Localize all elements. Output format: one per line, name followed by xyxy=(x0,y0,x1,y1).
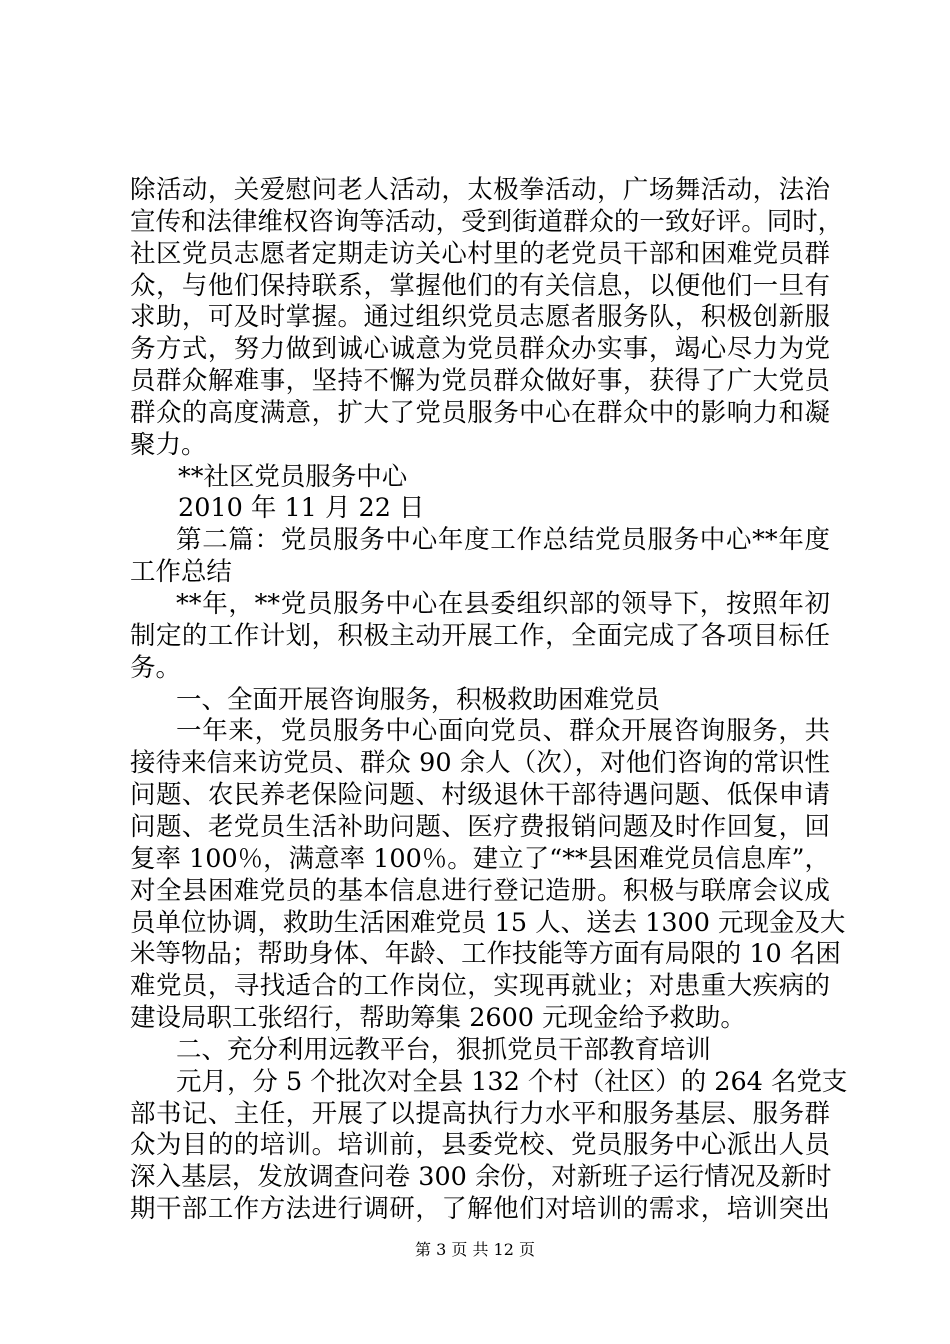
text-line: 复率 100％，满意率 100％。建立了“**县困难党员信息库”， xyxy=(130,843,830,874)
signature-organization: **社区党员服务中心 xyxy=(178,461,408,492)
text-line: 建设局职工张绍行，帮助筹集 2600 元现金给予救助。 xyxy=(130,1003,746,1034)
heading-1: 一、全面开展咨询服务，积极救助困难党员 xyxy=(176,684,660,715)
text-line: 务。 xyxy=(130,652,181,683)
page-footer: 第 3 页 共 12 页 xyxy=(415,1240,535,1259)
text-line: 米等物品；帮助身体、年龄、工作技能等方面有局限的 10 名困 xyxy=(130,939,841,970)
signature-date: 2010 年 11 月 22 日 xyxy=(178,493,425,524)
text-line: 期干部工作方法进行调研，了解他们对培训的需求，培训突出 xyxy=(130,1194,830,1225)
text-line: 员单位协调，救助生活困难党员 15 人、送去 1300 元现金及大 xyxy=(130,907,846,938)
text-line: 社区党员志愿者定期走访关心村里的老党员干部和困难党员群 xyxy=(130,238,830,269)
text-line: 员群众解难事，坚持不懈为党员群众做好事，获得了广大党员 xyxy=(130,366,830,397)
text-line: 聚力。 xyxy=(130,429,207,460)
text-line: 制定的工作计划，积极主动开展工作，全面完成了各项目标任 xyxy=(130,620,830,651)
text-line: 一年来，党员服务中心面向党员、群众开展咨询服务，共 xyxy=(176,716,830,747)
text-line: 务方式，努力做到诚心诚意为党员群众办实事，竭心尽力为党 xyxy=(130,334,830,365)
section-title: 第二篇：党员服务中心年度工作总结党员服务中心**年度 xyxy=(176,525,830,556)
text-line: 接待来信来访党员、群众 90 余人（次），对他们咨询的常识性 xyxy=(130,748,830,779)
text-line: 宣传和法律维权咨询等活动，受到街道群众的一致好评。同时， xyxy=(130,206,844,237)
text-line: 众为目的的培训。培训前，县委党校、党员服务中心派出人员 xyxy=(130,1130,830,1161)
text-line: 对全县困难党员的基本信息进行登记造册。积极与联席会议成 xyxy=(130,875,830,906)
text-line: 问题、农民养老保险问题、村级退休干部待遇问题、低保申请 xyxy=(130,780,830,811)
text-line: 深入基层，发放调查问卷 300 余份，对新班子运行情况及新时 xyxy=(130,1162,832,1193)
text-line: **年，**党员服务中心在县委组织部的领导下，按照年初 xyxy=(176,589,830,620)
text-line: 群众的高度满意，扩大了党员服务中心在群众中的影响力和凝 xyxy=(130,397,830,428)
text-line: 问题、老党员生活补助问题、医疗费报销问题及时作回复，回 xyxy=(130,811,830,842)
text-line: 部书记、主任，开展了以提高执行力水平和服务基层、服务群 xyxy=(130,1098,830,1129)
text-line: 众，与他们保持联系，掌握他们的有关信息，以便他们一旦有 xyxy=(130,270,830,301)
text-line: 难党员，寻找适合的工作岗位，实现再就业；对患重大疾病的 xyxy=(130,971,830,1002)
section-title-continued: 工作总结 xyxy=(130,557,232,588)
text-line: 元月，分 5 个批次对全县 132 个村（社区）的 264 名党支 xyxy=(176,1066,848,1097)
text-line: 除活动，关爱慰问老人活动，太极拳活动，广场舞活动，法治 xyxy=(130,175,830,205)
text-line: 求助，可及时掌握。通过组织党员志愿者服务队，积极创新服 xyxy=(130,302,830,333)
heading-2: 二、充分利用远教平台，狠抓党员干部教育培训 xyxy=(176,1034,711,1065)
